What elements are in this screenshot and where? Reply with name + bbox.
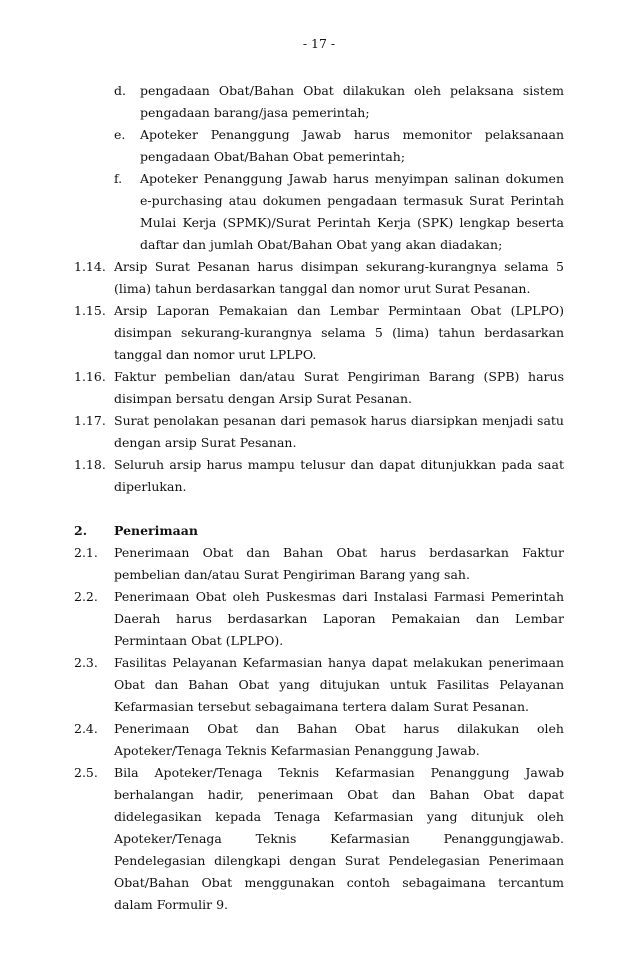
list-item-label: d. — [114, 83, 126, 98]
list-item-label: 1.15. — [74, 303, 106, 318]
list-item-label: 2.1. — [74, 545, 98, 560]
list-item-text: Penerimaan Obat dan Bahan Obat harus berdasarkan Faktur pembelian dan/atau Surat Pengiriman Barang yang sah. — [114, 545, 564, 582]
list-item — [114, 80, 564, 124]
list-item — [74, 410, 564, 454]
list-item-label: 2.2. — [74, 589, 98, 604]
list-item-label: 1.17. — [74, 413, 106, 428]
list-item-label: e. — [114, 127, 126, 142]
list-item — [114, 168, 564, 256]
page-number: - 17 - — [302, 36, 336, 51]
list-item-text: Apoteker Penanggung Jawab harus memonitor pelaksanaan pengadaan Obat/Bahan Obat pemerintah; — [140, 127, 564, 164]
list-item-label: 2.5. — [74, 765, 98, 780]
sub-item-list — [74, 80, 564, 256]
list-item-text: pengadaan Obat/Bahan Obat dilakukan oleh pelaksana sistem pengadaan barang/jasa pemerintah; — [140, 83, 564, 120]
list-item-text: Fasilitas Pelayanan Kefarmasian hanya dapat melakukan penerimaan Obat dan Bahan Obat yang ditujukan untuk Fasilitas Pelayanan Kefarmasian tersebut sebagaimana tertera dalam Surat Pesanan. — [114, 655, 564, 714]
list-item — [74, 366, 564, 410]
list-item-text: Seluruh arsip harus mampu telusur dan dapat ditunjukkan pada saat diperlukan. — [114, 457, 564, 494]
list-item-text: Penerimaan Obat oleh Puskesmas dari Instalasi Farmasi Pemerintah Daerah harus berdasarkan Laporan Pemakaian dan Lembar Permintaan Obat (LPLPO). — [114, 589, 564, 648]
list-item-text: Penerimaan Obat dan Bahan Obat harus dilakukan oleh Apoteker/Tenaga Teknis Kefarmasian Penanggung Jawab. — [114, 721, 564, 758]
section-number: 2. — [74, 523, 88, 538]
list-item-label: 2.4. — [74, 721, 98, 736]
document-body — [74, 80, 564, 916]
list-item — [74, 300, 564, 366]
list-item — [74, 762, 564, 916]
list-item-label: 2.3. — [74, 655, 98, 670]
numbered-list-2 — [74, 542, 564, 916]
list-item — [74, 454, 564, 498]
numbered-list-1 — [74, 256, 564, 498]
list-item — [74, 542, 564, 586]
list-item-label: 1.18. — [74, 457, 106, 472]
list-item-text: Arsip Laporan Pemakaian dan Lembar Permintaan Obat (LPLPO) disimpan sekurang-kurangnya selama 5 (lima) tahun berdasarkan tanggal dan nomor urut LPLPO. — [114, 303, 564, 362]
list-item-text: Arsip Surat Pesanan harus disimpan sekurang-kurangnya selama 5 (lima) tahun berdasarkan tanggal dan nomor urut Surat Pesanan. — [114, 259, 564, 296]
list-item-text: Surat penolakan pesanan dari pemasok harus diarsipkan menjadi satu dengan arsip Surat Pesanan. — [114, 413, 564, 450]
list-item-label: 1.16. — [74, 369, 106, 384]
section-heading — [74, 520, 564, 542]
list-item-text: Faktur pembelian dan/atau Surat Pengiriman Barang (SPB) harus disimpan bersatu dengan Arsip Surat Pesanan. — [114, 369, 564, 406]
list-item — [74, 718, 564, 762]
section-title: Penerimaan — [114, 523, 198, 538]
list-item — [74, 652, 564, 718]
list-item — [114, 124, 564, 168]
spacer — [74, 498, 564, 520]
list-item — [74, 586, 564, 652]
list-item-text: Bila Apoteker/Tenaga Teknis Kefarmasian Penanggung Jawab berhalangan hadir, penerimaan Obat dan Bahan Obat dapat didelegasikan kepada Tenaga Kefarmasian yang ditunjuk oleh Apoteker/Tenaga Teknis Kefarmasian Penanggungjawab. Pendelegasian dilengkapi dengan Surat Pendelegasian Penerimaan Obat/Bahan Obat menggunakan contoh sebagaimana tercantum dalam Formulir 9. — [114, 765, 564, 912]
list-item-label: 1.14. — [74, 259, 106, 274]
list-item-text: Apoteker Penanggung Jawab harus menyimpan salinan dokumen e-purchasing atau dokumen pengadaan termasuk Surat Perintah Mulai Kerja (SPMK)/Surat Perintah Kerja (SPK) lengkap beserta daftar dan jumlah Obat/Bahan Obat yang akan diadakan; — [140, 171, 564, 252]
list-item — [74, 256, 564, 300]
list-item-label: f. — [114, 171, 123, 186]
